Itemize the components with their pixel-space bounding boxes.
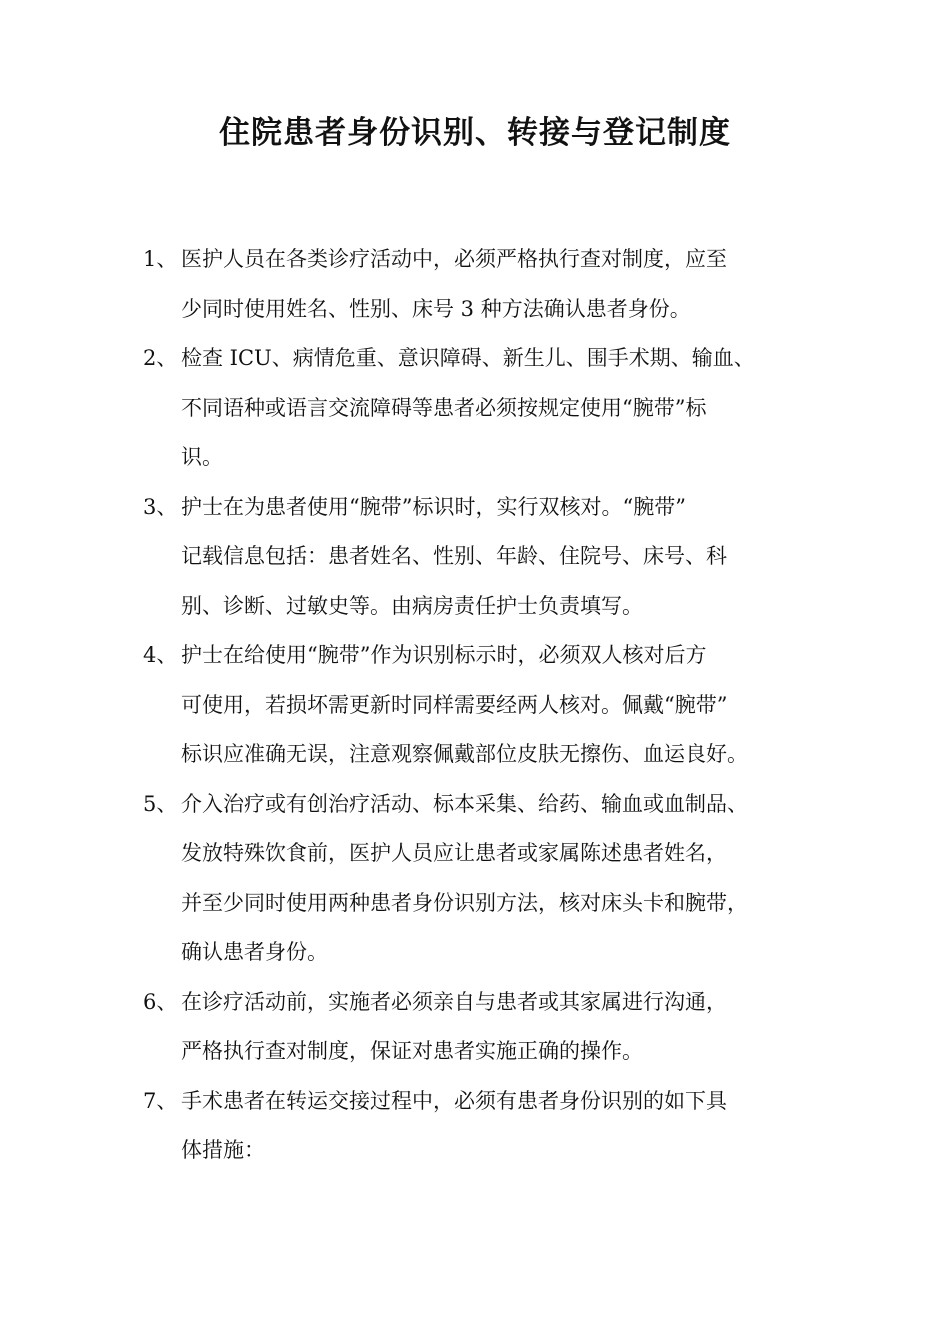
item-text-line: 体措施： [181,1138,265,1162]
item-number: 4、 [143,643,178,667]
list-item [143,780,823,978]
list-item [143,978,823,1077]
item-number: 7、 [143,1088,178,1113]
item-text-line: 医护人员在各类诊疗活动中，必须严格执行查对制度，应至 [181,247,727,271]
item-text-line: 介入治疗或有创治疗活动、标本采集、给药、输血或血制品、 [181,791,748,816]
item-number: 5、 [143,791,178,816]
item-text-line: 发放特殊饮食前，医护人员应让患者或家属陈述患者姓名， [181,841,727,865]
item-text-line: 手术患者在转运交接过程中，必须有患者身份识别的如下具 [181,1088,727,1113]
item-text-line: 在诊疗活动前，实施者必须亲自与患者或其家属进行沟通， [181,989,727,1014]
item-text-line: 识。 [181,445,223,469]
item-text-line: 标识应准确无误，注意观察佩戴部位皮肤无擦伤、血运良好。 [181,742,748,766]
item-number: 1、 [143,247,178,271]
item-text-line: 少同时使用姓名、性别、床号 3 种方法确认患者身份。 [181,296,691,321]
item-text-line: 别、诊断、过敏史等。由病房责任护士负责填写。 [181,593,643,618]
document-title: 住院患者身份识别、转接与登记制度 [219,115,731,151]
item-text-line: 检查 ICU、病情危重、意识障碍、新生儿、围手术期、输血、 [181,346,755,370]
item-number: 3、 [143,494,178,519]
item-text-line: 可使用，若损坏需更新时同样需要经两人核对。佩戴“腕带” [181,692,728,717]
item-text-line: 记载信息包括：患者姓名、性别、年龄、住院号、床号、科 [181,544,727,568]
list-item [143,334,823,483]
regulation-list [143,235,823,1176]
item-number: 6、 [143,989,178,1014]
item-text-line: 并至少同时使用两种患者身份识别方法，核对床头卡和腕带， [181,890,748,915]
list-item [143,1077,823,1176]
list-item [143,235,823,334]
item-number: 2、 [143,346,178,370]
item-text-line: 严格执行查对制度，保证对患者实施正确的操作。 [181,1039,643,1063]
list-item [143,483,823,632]
item-text-line: 不同语种或语言交流障碍等患者必须按规定使用“腕带”标 [181,395,707,420]
item-text-line: 护士在为患者使用“腕带”标识时，实行双核对。“腕带” [181,494,686,519]
item-text-line: 确认患者身份。 [181,940,328,964]
list-item [143,631,823,780]
item-text-line: 护士在给使用“腕带”作为识别标示时，必须双人核对后方 [181,643,707,667]
